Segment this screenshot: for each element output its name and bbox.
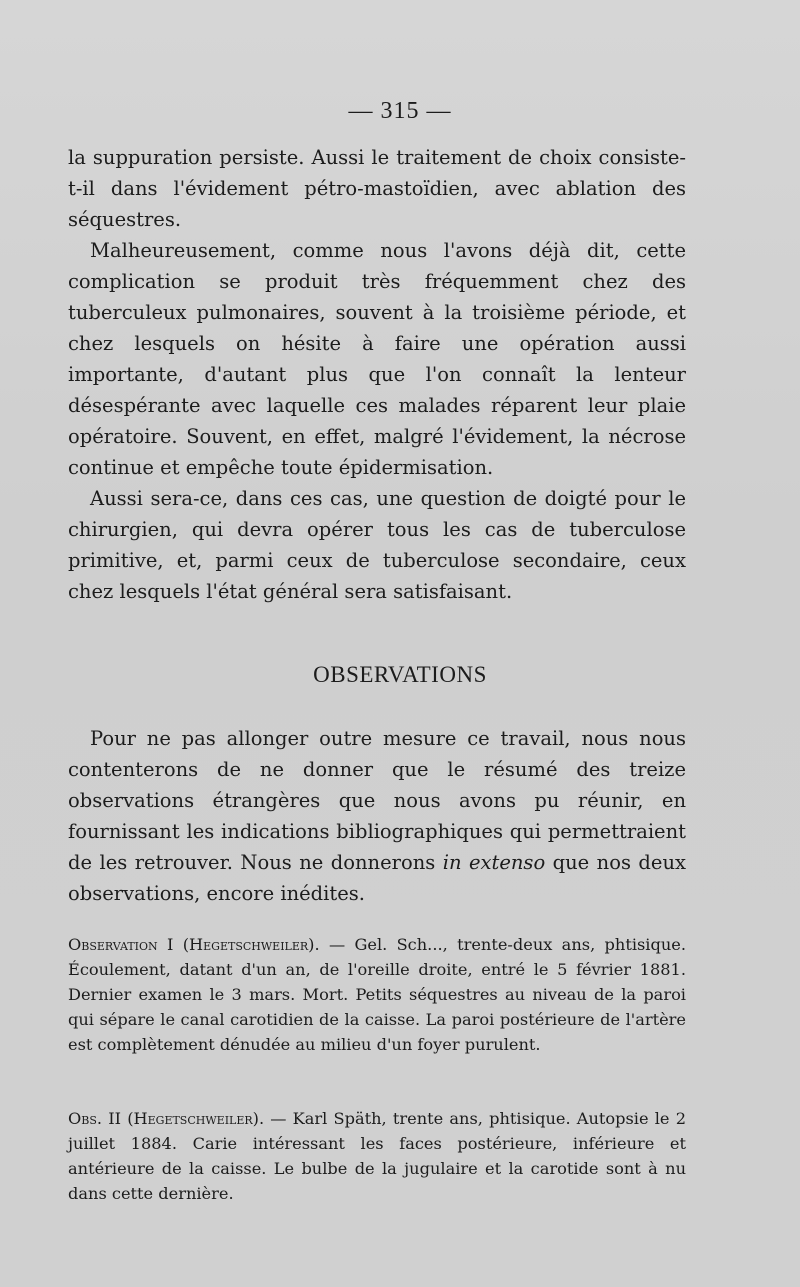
intro-before-italic: Pour ne pas allonger outre mesure ce travail, nous nous contenterons de ne donner que le résumé des treize observations étrangères que nous avons pu réunir, en fournissant les indications bibliographiques qui permettraient de les retrouver. Nous ne donnerons — [68, 727, 686, 874]
observation-1-label: Observation I (Hegetschweiler). — [68, 935, 320, 954]
body-text-top — [68, 142, 686, 607]
paragraph-3: Aussi sera-ce, dans ces cas, une question de doigté pour le chirurgien, qui devra opérer tous les cas de tuberculose primitive, et, parmi ceux de tuberculose secondaire, ceux chez lesquels l'état général sera satisfaisant. — [68, 487, 686, 603]
observation-1-paragraph — [68, 932, 686, 1057]
observation-1-text: — Gel. Sch..., trente-deux ans, phtisique. Écoulement, datant d'un an, de l'oreille droite, entré le 5 février 1881. Dernier examen le 3 mars. Mort. Petits séquestres au niveau de la paroi qui sépare le canal carotidien de la caisse. La paroi postérieure de l'artère est complètement dénudée au milieu d'un foyer purulent. — [68, 935, 686, 1054]
page-number: — 315 — — [348, 98, 452, 124]
observation-2-paragraph — [68, 1106, 686, 1206]
intro-text — [68, 723, 686, 909]
section-title: OBSERVATIONS — [313, 662, 487, 687]
observation-2-label: Obs. II (Hegetschweiler). — [68, 1109, 265, 1128]
paragraph-1: la suppuration persiste. Aussi le traitement de choix consiste-t-il dans l'évidement pétro-mastoïdien, avec ablation des séquestres. — [68, 146, 686, 231]
intro-paragraph — [68, 723, 686, 909]
intro-after-italic: que nos deux observations, encore inédites. — [68, 851, 686, 905]
intro-italic: in extenso — [442, 851, 546, 874]
observation-1 — [68, 932, 686, 1057]
paragraph-2: Malheureusement, comme nous l'avons déjà dit, cette complication se produit très fréquemment chez des tuberculeux pulmonaires, souvent à la troisième période, et chez lesquels on hésite à faire une opération aussi importante, d'autant plus que l'on connaît la lenteur désespérante avec laquelle ces malades réparent leur plaie opératoire. Souvent, en effet, malgré l'évidement, la nécrose continue et empêche toute épidermisation. — [68, 239, 686, 479]
observation-2 — [68, 1106, 686, 1206]
observation-2-text: — Karl Späth, trente ans, phtisique. Autopsie le 2 juillet 1884. Carie intéressant les faces postérieure, inférieure et antérieure de la caisse. Le bulbe de la jugulaire et la carotide sont à nu dans cette dernière. — [68, 1109, 686, 1203]
